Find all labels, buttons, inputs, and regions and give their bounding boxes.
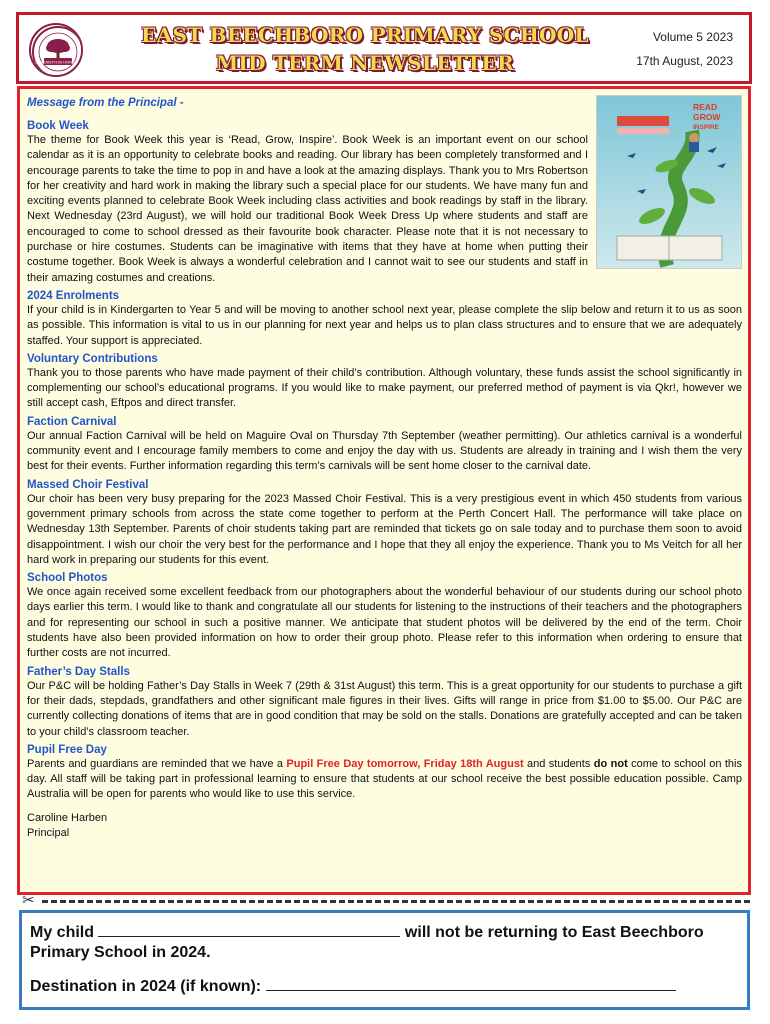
section-title-contributions: Voluntary Contributions [27,352,158,365]
newsletter-header [16,12,752,84]
newsletter-title-block [131,21,599,79]
signature-role: Principal [27,826,70,839]
school-logo [29,23,83,77]
section-body-choir-festival: Our choir has been very busy preparing for the 2023 Massed Choir Festival. This is a very prestigious event in which 450 students from various government primary schools from across the state come together to perform at the Perth Concert Hall. The performance will take place on Wednesday 13th September. Parents of choir students taking part are reminded that tickets go on sale today and to purchase them soon to avoid disappointment. I wish our choir the very best for the performance and I hope that they all enjoy the experience. Thank you to Ms Veitch for all her hard work in preparing our students for this event. [27,492,742,566]
section-title-book-week: Book Week [27,120,89,132]
svg-text:INSPIRE: INSPIRE [693,124,720,131]
signature [27,811,742,842]
section-body-faction-carnival: Our annual Faction Carnival will be held on Maguire Oval on Thursday 7th September (weather permitting). Our athletics carnival is a wonderful community event and I encourage family members to come and enjoy the day with us. Students are already in training and I wish them the very best for their events. Further information regarding this term’s carnivals will be sent home closer to the carnival date. [27,429,742,473]
section-title-choir-festival: Massed Choir Festival [27,478,149,491]
section-title-pupil-free-day: Pupil Free Day [27,743,107,756]
section-body-pupil-free-day [27,757,742,803]
pupil-free-emphasis: do not [593,757,628,770]
section-body-fathers-day: Our P&C will be holding Father’s Day Stalls in Week 7 (29th & 31st August) this term. This is a great opportunity for our students to purchase a gift for their dads, stepdads, grandfathers and other significant male figures in their lives. Gifts will range in price from $1.00 to $5.00. Our P&C are currently collecting donations of items that are in good condition that may be sold on the stalls. Donations are gratefully accepted and can be taken to your child’s classroom teacher. [27,679,742,738]
principal-message-panel [17,86,751,895]
pupil-free-text-2: and students [523,757,594,770]
scissors-icon: ✂ [22,892,35,909]
section-title-faction-carnival: Faction Carnival [27,415,117,428]
book-week-cover-image [596,95,742,269]
dashed-divider [42,900,750,903]
section-body-enrolments: If your child is in Kindergarten to Year 5 and will be moving to another school next year, please complete the slip below and return it to us as soon as possible. This information is vital to us in our planning for next year and helps us to plan class structures and to ensure that we are adequately staffed. Your support is appreciated. [27,303,742,347]
svg-text:GROW: GROW [693,112,721,122]
message-title: Message from the Principal - [27,97,184,109]
slip-child-line [30,923,739,943]
pupil-free-text-1: Parents and guardians are reminded that we have a [27,757,287,770]
slip-child-line-cont: Primary School in 2024. [30,944,211,961]
volume-label: Volume 5 2023 [652,30,733,44]
pupil-free-highlight: Pupil Free Day tomorrow, Friday 18th August [286,757,524,770]
destination-blank[interactable] [266,977,676,991]
section-body-school-photos: We once again received some excellent feedback from our photographers about the wonderful behaviour of our students during our school photo days earlier this term. I would like to thank and congratulate all our students for listening to the instructions of their teachers and the photographers and for representing our school in such a positive manner. We anticipate that student photos will be delivered by the end of the term. Choir students have also been provided information on how to order their group photo. Please refer to this information when ordering to ensure that further costs are not incurred. [27,586,742,660]
slip-destination-line [30,977,739,997]
enrolment-return-slip [19,910,750,1010]
slip-destination-label: Destination in 2024 (if known): [30,978,262,995]
section-body-contributions: Thank you to those parents who have made payment of their child’s contribution. Although voluntary, these funds assist the school significantly in complementing our school’s educational programs. If you would like to make payment, our preferred method of payment is via Qkr!, however we still accept cash, Eftpos and direct transfer. [27,366,742,410]
section-body-book-week: The theme for Book Week this year is ‘Read, Grow, Inspire’. Book Week is an important event on our school calendar as it is an opportunity to celebrate books and reading. Our library has been completely transformed and I encourage parents to take the time to pop in and have a look at the amazing displays. Thank you to Mrs Robertson for her creativity and hard work in making the library such a special place for our students. We have many fun and exciting events planned to celebrate Book Week including class activities and book readings by staff in the library. Next Wednesday (23rd August), we will hold our traditional Book Week Dress Up where students and staff are encouraged to come to school dressed as their favourite book character. Please note that it is not necessary to purchase or hire costumes. Students can be imaginative with items that they have at home when putting their costume together. Book Week is always a wonderful celebration and I cannot wait to see our students and staff in their amazing costumes and creations. [27,134,588,284]
newsletter-title: MID TERM NEWSLETTER [215,51,514,75]
pupil-free-text-3: come to school on this day. All staff will be taking part in professional learning to ensure that students at our school receive the best possible education possible. Camp Australia will be open for parents who would like to use this service. [27,757,742,801]
issue-info [636,25,733,73]
cut-line [18,894,750,908]
slip-my-child-label: My child [30,924,95,941]
svg-text:READ: READ [693,102,718,112]
svg-text:STRENGTH IN HONOUR: STRENGTH IN HONOUR [35,59,81,65]
section-title-fathers-day: Father’s Day Stalls [27,665,130,678]
section-title-school-photos: School Photos [27,572,108,585]
school-name: EAST BEECHBORO PRIMARY SCHOOL [141,23,589,47]
signature-name: Caroline Harben [27,811,108,824]
child-name-blank[interactable] [98,923,400,937]
section-title-enrolments: 2024 Enrolments [27,289,120,302]
issue-date: 17th August, 2023 [636,54,733,68]
slip-not-returning-label: will not be returning to East Beechboro [404,924,704,941]
